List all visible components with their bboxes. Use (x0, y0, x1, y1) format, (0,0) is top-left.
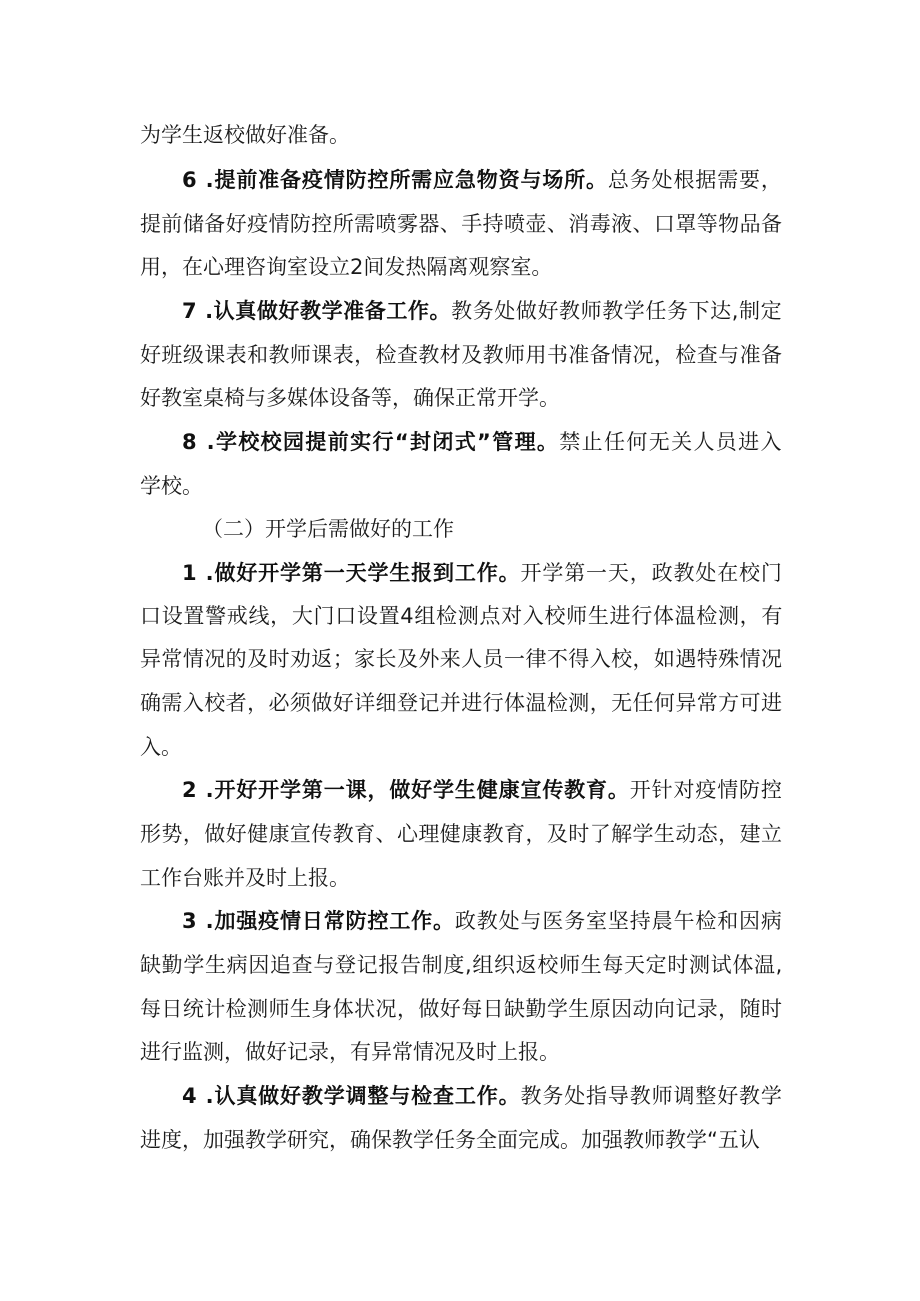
line-text: 入。 (140, 735, 182, 759)
paragraph-line (140, 474, 203, 498)
bold-lead: 7 .认真做好教学准备工作。 (182, 299, 452, 323)
line-text: 学校。 (140, 474, 203, 498)
paragraph-line (140, 386, 560, 410)
line-text: 教务处做好教师教学任务下达,制定 (451, 299, 783, 323)
paragraph-line (182, 909, 783, 933)
line-text: 工作台账并及时上报。 (140, 866, 350, 890)
line-text: 进度，加强教学研究，确保教学任务全面完成。加强教师教学“五认 (140, 1128, 760, 1152)
line-text: 好教室桌椅与多媒体设备等，确保正常开学。 (140, 386, 560, 410)
line-text: 进行监测，做好记录，有异常情况及时上报。 (140, 1040, 560, 1064)
paragraph-line (182, 168, 783, 192)
paragraph-line (140, 255, 552, 279)
paragraph-line (140, 997, 782, 1021)
paragraph-line (140, 866, 350, 890)
line-text: 口设置警戒线，大门口设置4组检测点对入校师生进行体温检测，有 (140, 604, 784, 628)
bold-lead: 8 .学校校园提前实行“封闭式”管理。 (182, 430, 560, 454)
line-text: 禁止任何无关人员进入 (559, 430, 783, 454)
line-text: 形势，做好健康宣传教育、心理健康教育，及时了解学生动态，建立 (140, 822, 783, 846)
bold-lead: 3 .加强疫情日常防控工作。 (182, 909, 455, 933)
line-text: 好班级课表和教师课表，检查教材及教师用书准备情况，检查与准备 (140, 343, 783, 367)
paragraph-line (182, 299, 782, 323)
section-heading (202, 517, 454, 541)
bold-lead: 1 .做好开学第一天学生报到工作。 (182, 561, 521, 585)
line-text: （二）开学后需做好的工作 (202, 517, 454, 541)
paragraph-line (140, 1040, 560, 1064)
line-text: 总务处根据需要， (607, 168, 783, 192)
line-text: 异常情况的及时劝返；家长及外来人员一律不得入校，如遇特殊情况 (140, 647, 783, 671)
bold-lead: 6 .提前准备疫情防控所需应急物资与场所。 (182, 168, 608, 192)
paragraph-line (140, 953, 783, 977)
paragraph-line (140, 1128, 760, 1152)
paragraph-line (140, 343, 782, 367)
line-text: 为学生返校做好准备。 (140, 123, 350, 147)
paragraph-line (182, 561, 783, 585)
paragraph-line (140, 691, 782, 715)
line-text: 用，在心理咨询室设立2间发热隔离观察室。 (140, 255, 553, 279)
paragraph-line (140, 735, 182, 759)
paragraph-line (140, 123, 350, 147)
line-text: 开学第一天，政教处在校门 (520, 561, 783, 585)
line-text: 教务处指导教师调整好教学 (520, 1084, 783, 1108)
paragraph-line (182, 1084, 783, 1108)
paragraph-line (182, 778, 783, 802)
line-text: 每日统计检测师生身体状况，做好每日缺勤学生原因动向记录，随时 (140, 997, 783, 1021)
paragraph-line (140, 212, 782, 236)
line-text: 缺勤学生病因追查与登记报告制度,组织返校师生每天定时测试体温, (140, 953, 784, 977)
line-text: 确需入校者，必须做好详细登记并进行体温检测，无任何异常方可进 (140, 691, 783, 715)
line-text: 开针对疫情防控 (629, 778, 783, 802)
bold-lead: 4 .认真做好教学调整与检查工作。 (182, 1084, 521, 1108)
bold-lead: 2 .开好开学第一课，做好学生健康宣传教育。 (182, 778, 630, 802)
paragraph-line (182, 430, 783, 454)
paragraph-line (140, 647, 782, 671)
line-text: 政教处与医务室坚持晨午检和因病 (454, 909, 783, 933)
paragraph-line (140, 604, 783, 628)
paragraph-line (140, 822, 782, 846)
line-text: 提前储备好疫情防控所需喷雾器、手持喷壶、消毒液、口罩等物品备 (140, 212, 783, 236)
